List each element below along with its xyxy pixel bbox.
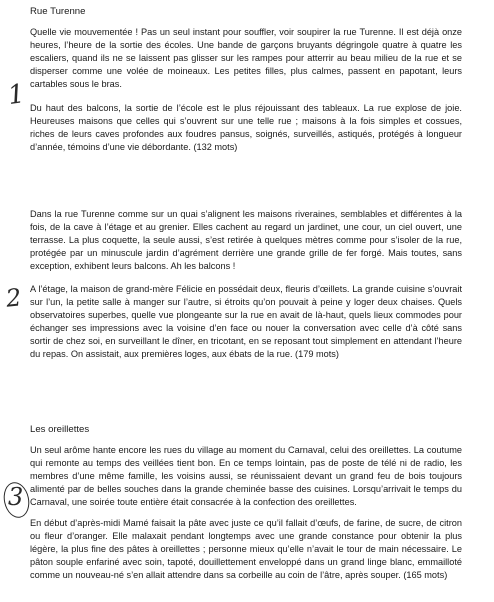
- section-2-paragraph-2: A l’étage, la maison de grand-mère Félicie en possédait deux, fleuris d’œillets. La grande cuisine s’ouvrait sur l’un, la petite salle à manger sur l’autre, si étroits qu’on pouvait à peine y loger deux chaises. Quels observatoires superbes, quelle vue plongeante sur la rue en avait de là-haut, quels lieux commodes pour échanger ses impressions avec la voisine d’en face ou nouer la conversation avec celle d’à côté sans sortir de chez soi, en surveillant le dîner, en tricotant, en se reposant tout simplement en attendant l’heure du repas. On assistait, aux premières loges, aux ébats de la rue. (179 mots): [30, 284, 462, 360]
- section-3-paragraph-1: Un seul arôme hante encore les rues du village au moment du Carnaval, celui des oreillettes. La coutume qui remonte au temps des veillées tient bon. En ce temps lointain, pas de poste de télé ni de radio, les membres d’une même famille, les voisins aussi, se réunissaient devant un grand feu de bois toujours alimenté par de belles souches dans la grande cheminée basse des cuisines. Lorsqu’arrivait le temps du Carnaval, une soirée toute entière était consacrée à la confection des oreillettes.: [30, 445, 462, 508]
- section-2-paragraph-1: Dans la rue Turenne comme sur un quai s’alignent les maisons riveraines, semblables et différentes à la fois, de la cave à l’étage et au grenier. Elles cachent au regard un jardinet, une cour, un ciel ouvert, une terrasse. La plus coquette, la seule aussi, s’est retirée à quelques mètres comme pour s’isoler de la rue, protégée par un minuscule jardin d’agrément derrière une grande grille de fer forgé. Mais toutes, sans exception, exhibent leurs balcons. Ah les balcons !: [30, 209, 462, 272]
- section-1-title: Rue Turenne: [30, 6, 86, 17]
- section-3-paragraph-2: En début d’après-midi Mamé faisait la pâte avec juste ce qu’il fallait d’œufs, de farine, de sucre, de citron ou fleur d’oranger. Elle malaxait pendant longtemps avec une grande constance pour obtenir la plus légère, la plus fine des pâtes à oreillettes ; personne mieux qu’elle n’avait le tour de main nécessaire. Le pâton souple enfariné avec soin, tapoté, douillettement enveloppé dans un grand linge blanc, emmailloté comme un nouveau-né s’en allait attendre dans sa corbeille au coin de l’âtre, après souper. (165 mots): [30, 518, 462, 581]
- handwritten-margin-number-3: 3: [8, 483, 24, 511]
- handwritten-margin-number-1: 1: [5, 78, 27, 112]
- section-1-paragraph-1: Quelle vie mouvementée ! Pas un seul instant pour souffler, voir soupirer la rue Turenne. Il est déjà onze heures, l’heure de la sortie des écoles. Une bande de garçons bruyants dégringole quatre à quatre les escaliers, quand ils ne se laissent pas glisser sur les rampes pour atterrir au beau milieu de la rue et se disperser comme une volée de moineaux. Les petites filles, plus calmes, passent en papotant, leurs cartables sous le bras.: [30, 27, 462, 90]
- section-1-paragraph-2: Du haut des balcons, la sortie de l’école est le plus réjouissant des tableaux. La rue explose de joie. Heureuses maisons que celles qui s’ouvrent sur une telle rue ; maisons à la fois simples et cossues, riches de leurs caves profondes aux foudres pansus, soignés, surveillés, astiqués, protégés à longueur d’année, témoins d’une vie débordante. (132 mots): [30, 103, 462, 153]
- section-3-title: Les oreillettes: [30, 424, 90, 435]
- handwritten-margin-number-2: 2: [4, 283, 23, 313]
